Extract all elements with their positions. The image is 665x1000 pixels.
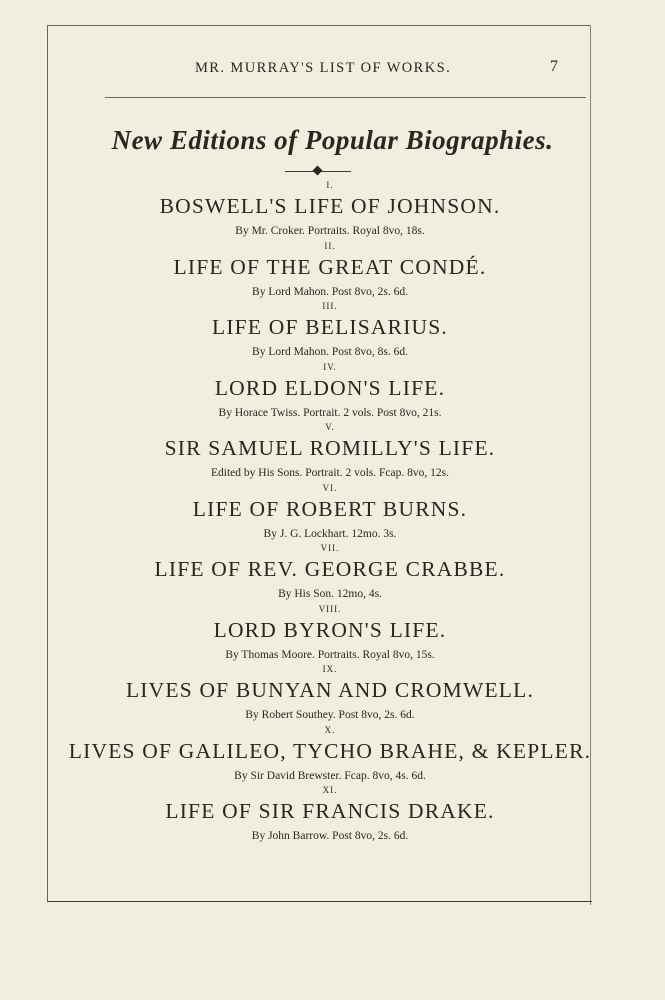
entry-number: X. <box>324 724 336 735</box>
list-item <box>60 542 600 603</box>
entry-number: IX. <box>322 664 338 674</box>
entry-title: BOSWELL'S LIFE OF JOHNSON. <box>159 194 501 218</box>
list-item <box>60 724 600 785</box>
entry-title: LIFE OF THE GREAT CONDÉ. <box>173 254 487 279</box>
entry-title: LORD ELDON'S LIFE. <box>214 375 446 400</box>
list-item <box>60 421 600 482</box>
entry-number: I. <box>326 180 334 190</box>
list-item <box>60 482 600 543</box>
list-item <box>60 179 600 240</box>
list-item <box>60 240 600 301</box>
entry-title: LORD BYRON'S LIFE. <box>213 617 447 642</box>
entry-byline: By J. G. Lockhart. 12mo. 3s. <box>263 527 397 540</box>
entry-number: VII. <box>320 543 340 553</box>
entry-byline: By Lord Mahon. Post 8vo, 8s. 6d. <box>252 346 408 358</box>
entry-title: LIVES OF BUNYAN AND CROMWELL. <box>125 678 535 702</box>
entry-byline: By Horace Twiss. Portrait. 2 vols. Post 8vo, 21s. <box>218 406 442 419</box>
list-item <box>60 663 600 724</box>
entry-byline: By Robert Southey. Post 8vo, 2s. 6d. <box>245 709 415 721</box>
entry-byline: By Lord Mahon. Post 8vo, 2s. 6d. <box>252 285 408 298</box>
entry-byline: By Sir David Brewster. Fcap. 8vo, 4s. 6d. <box>234 769 426 782</box>
entry-number: VI. <box>322 482 338 493</box>
page-frame-left-rule <box>47 25 48 901</box>
page-frame-top-rule <box>47 25 590 26</box>
entry-title: SIR SAMUEL ROMILLY'S LIFE. <box>164 436 496 460</box>
list-item <box>60 361 600 422</box>
entry-number: IV. <box>323 361 337 372</box>
list-item <box>60 300 600 361</box>
entry-byline: By His Son. 12mo, 4s. <box>278 588 382 600</box>
entry-byline: By Mr. Croker. Portraits. Royal 8vo, 18s. <box>235 225 425 237</box>
list-item <box>60 603 600 664</box>
page-frame-bottom-rule <box>47 901 592 902</box>
entry-byline: By Thomas Moore. Portraits. Royal 8vo, 15s. <box>225 648 435 661</box>
entry-number: VIII. <box>318 603 342 614</box>
biography-list <box>60 179 600 845</box>
list-item <box>60 784 600 845</box>
entry-number: XI. <box>322 785 338 795</box>
entry-title: LIFE OF ROBERT BURNS. <box>192 496 468 521</box>
entry-byline: Edited by His Sons. Portrait. 2 vols. Fcap. 8vo, 12s. <box>211 467 449 479</box>
entry-title: LIFE OF REV. GEORGE CRABBE. <box>154 557 506 581</box>
page-number: 7 <box>550 58 558 75</box>
entry-byline: By John Barrow. Post 8vo, 2s. 6d. <box>251 830 409 842</box>
entry-title: LIFE OF SIR FRANCIS DRAKE. <box>165 799 495 823</box>
entry-title: LIVES OF GALILEO, TYCHO BRAHE, & KEPLER. <box>68 738 592 763</box>
entry-title: LIFE OF BELISARIUS. <box>211 315 449 339</box>
entry-number: V. <box>325 422 335 432</box>
running-head <box>0 60 665 80</box>
header-rule <box>105 97 586 98</box>
running-head-title: MR. MURRAY'S LIST OF WORKS. <box>195 60 452 76</box>
section-heading: New Editions of Popular Biographies. <box>111 125 554 155</box>
ornament-diamond-icon <box>313 166 323 176</box>
entry-number: II. <box>324 240 336 251</box>
entry-number: III. <box>322 301 338 311</box>
